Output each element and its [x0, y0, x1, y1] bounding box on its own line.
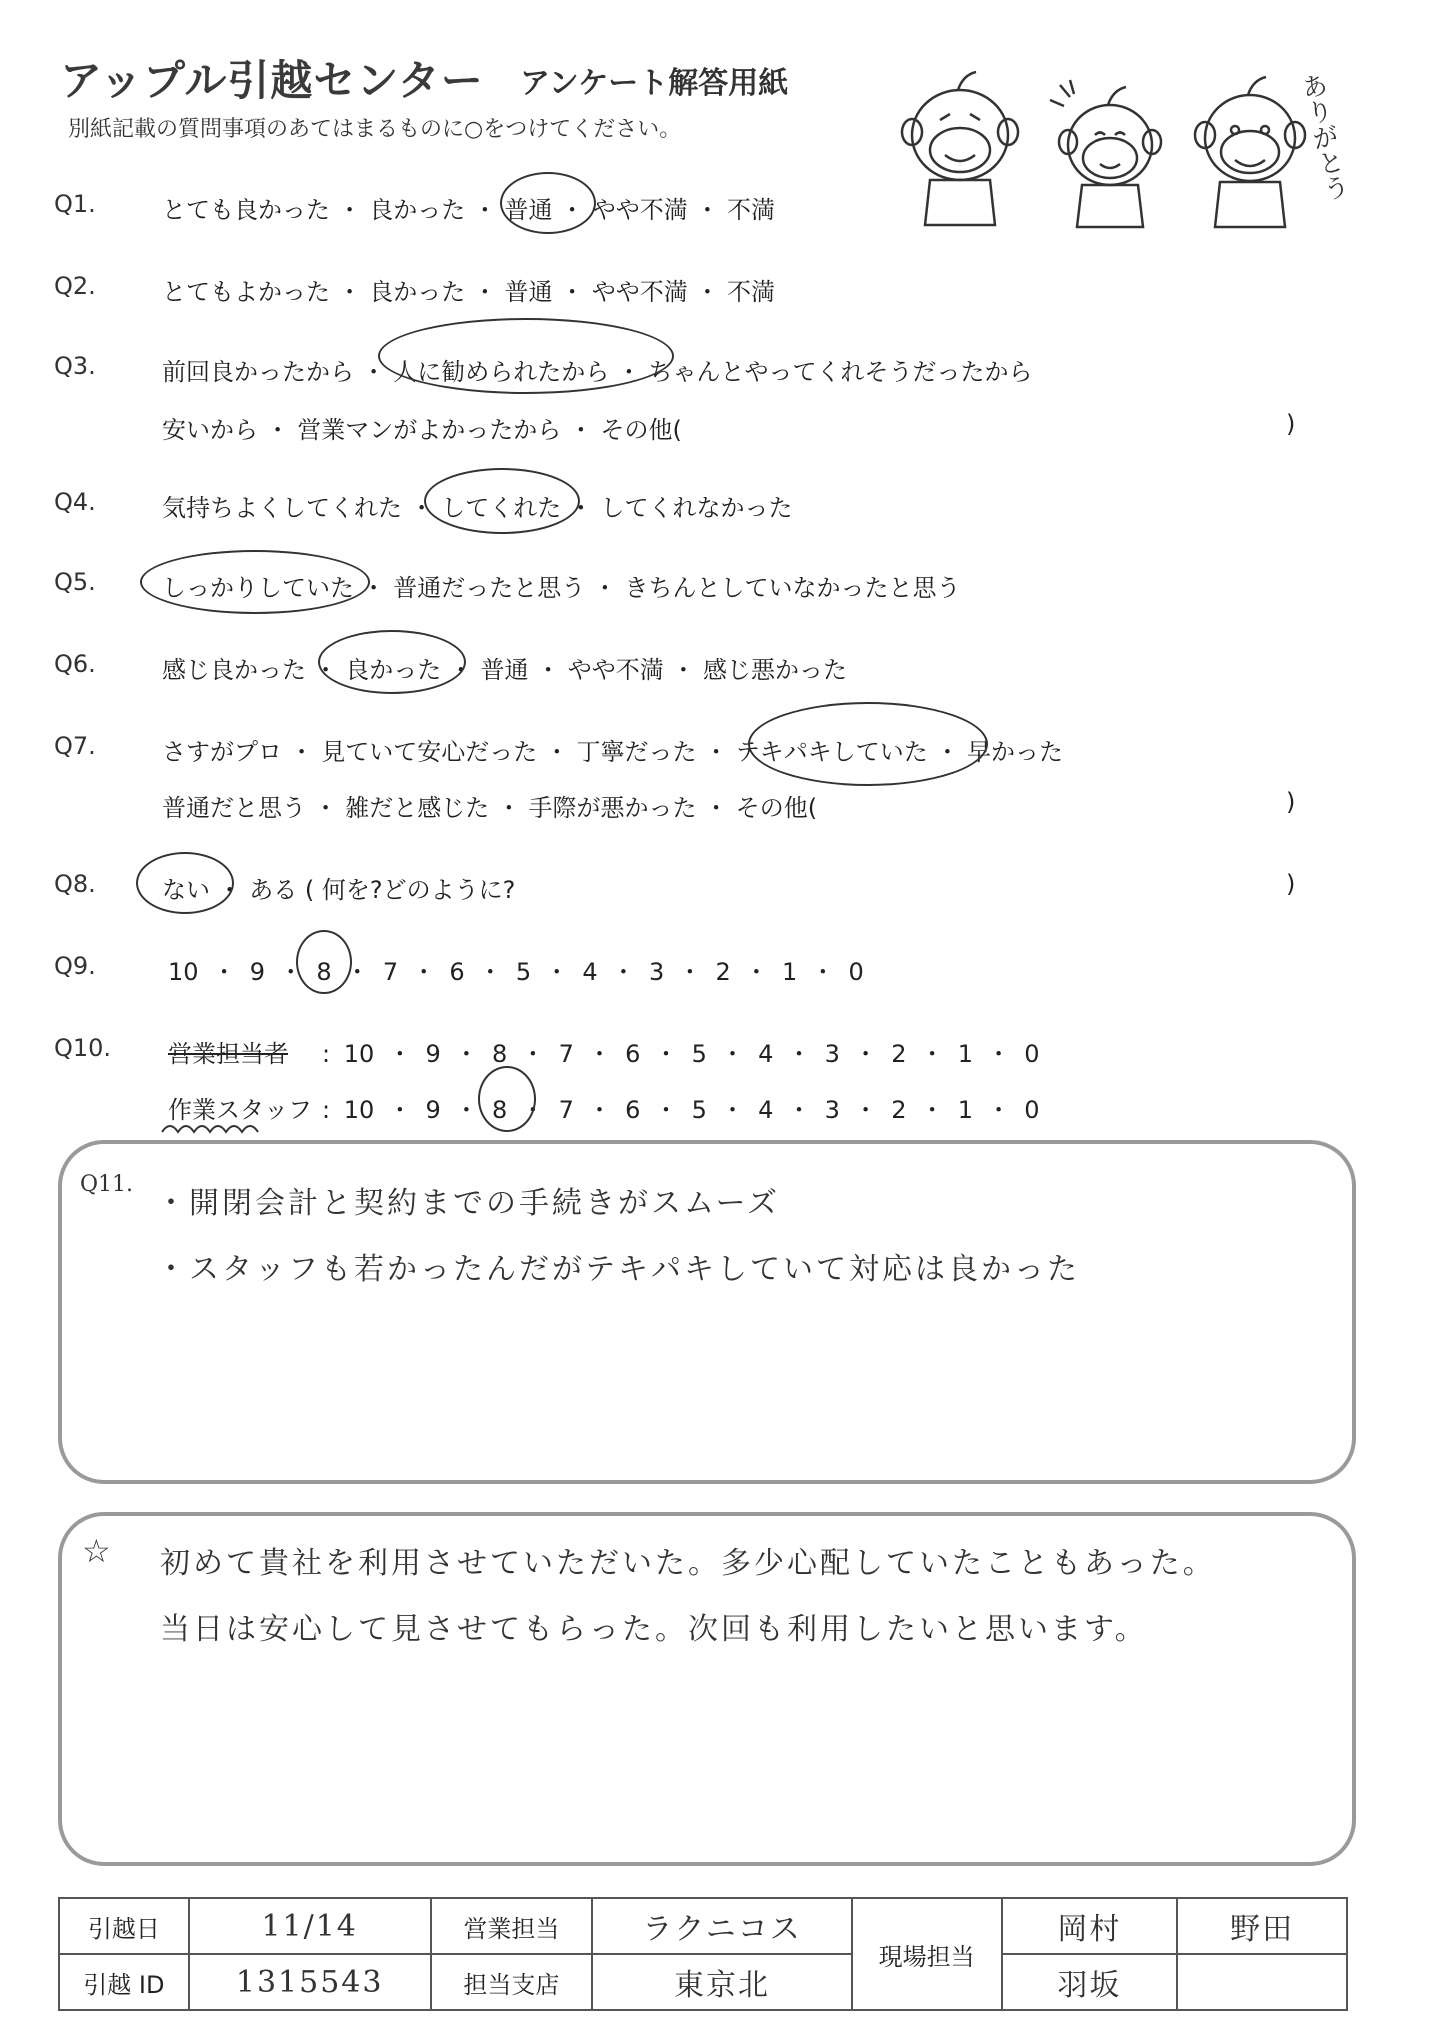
sales-rep-value: ラクニコス	[592, 1898, 852, 1954]
q10-staff-underline-mark	[160, 1118, 320, 1138]
q3-label: Q3.	[54, 352, 96, 380]
q3-close-paren: )	[1286, 410, 1296, 438]
q10-sales-label: 営業担当者	[168, 1040, 288, 1068]
comment-line1: 初めて貴社を利用させていただいた。多少心配していたこともあった。	[160, 1546, 1216, 1581]
q5-options: しっかりしていた ・ 普通だったと思う ・ きちんとしていなかったと思う	[162, 574, 961, 602]
q10-staff-label: 作業スタッフ	[168, 1096, 312, 1124]
move-id-label: 引越 ID	[59, 1954, 189, 2010]
sales-rep-label: 営業担当	[431, 1898, 593, 1954]
q11-answer-line2: ・スタッフも若かったんだがテキパキしていて対応は良かった	[156, 1252, 1080, 1287]
move-id-value: 1315543	[189, 1954, 431, 2010]
mascot-illustration	[890, 60, 1340, 235]
move-date-value: 11/14	[189, 1898, 431, 1954]
q8-selection-circle	[136, 852, 234, 914]
q1-label: Q1.	[54, 190, 96, 218]
q10-label: Q10.	[54, 1034, 112, 1062]
q2-options: とてもよかった ・ 良かった ・ 普通 ・ やや不満 ・ 不満	[162, 278, 776, 306]
q7-close-paren: )	[1286, 788, 1296, 816]
company-title: アップル引越センター	[60, 56, 484, 105]
q10-staff-selection-circle	[478, 1066, 536, 1132]
q7-selection-circle	[748, 702, 988, 786]
move-info-table	[58, 1897, 1348, 2011]
q11-label: Q11.	[80, 1172, 134, 1197]
site-staff-3: 羽坂	[1002, 1954, 1178, 2010]
q10-sales-scale: : 10 ・ 9 ・ 8 ・ 7 ・ 6 ・ 5 ・ 4 ・ 3 ・ 2 ・ 1 ・ 0	[322, 1040, 1040, 1068]
mascot-thanks-text: ありがとう	[1294, 70, 1352, 204]
q6-options: 感じ良かった ・ 良かった ・ 普通 ・ やや不満 ・ 感じ悪かった	[162, 656, 848, 684]
q7-options-line1: さすがプロ ・ 見ていて安心だった ・ 丁寧だった ・ テキパキしていた ・ 早かった	[162, 738, 1064, 766]
move-date-label: 引越日	[59, 1898, 189, 1954]
q6-label: Q6.	[54, 650, 96, 678]
form-subtitle: アンケート解答用紙	[520, 66, 789, 101]
instruction-text: 別紙記載の質問事項のあてはまるものに○をつけてください。	[68, 117, 682, 142]
site-staff-label: 現場担当	[852, 1898, 1002, 2010]
q4-label: Q4.	[54, 488, 96, 516]
comment-line2: 当日は安心して見させてもらった。次回も利用したいと思います。	[160, 1612, 1148, 1647]
branch-label: 担当支店	[431, 1954, 593, 2010]
q11-answer-line1: ・開閉会計と契約までの手続きがスムーズ	[156, 1186, 780, 1221]
q4-selection-circle	[424, 468, 580, 534]
q1-selection-circle	[500, 172, 596, 234]
q7-options-line2: 普通だと思う ・ 雑だと感じた ・ 手際が悪かった ・ その他(	[162, 794, 818, 822]
q5-selection-circle	[140, 550, 370, 614]
q8-label: Q8.	[54, 870, 96, 898]
q9-label: Q9.	[54, 952, 96, 980]
q3-options-line2: 安いから ・ 営業マンがよかったから ・ その他(	[162, 416, 682, 444]
q3-selection-circle	[378, 318, 674, 394]
q5-label: Q5.	[54, 568, 96, 596]
star-mark: ☆	[82, 1532, 111, 1570]
q8-close-paren: )	[1286, 870, 1296, 898]
site-staff-2: 野田	[1177, 1898, 1347, 1954]
q4-options: 気持ちよくしてくれた ・ してくれた ・ してくれなかった	[162, 494, 793, 522]
q9-scale: 10 ・ 9 ・ 8 ・ 7 ・ 6 ・ 5 ・ 4 ・ 3 ・ 2 ・ 1 ・ 0	[168, 958, 864, 986]
branch-value: 東京北	[592, 1954, 852, 2010]
q7-label: Q7.	[54, 732, 96, 760]
q1-options: とても良かった ・ 良かった ・ 普通 ・ やや不満 ・ 不満	[162, 196, 776, 224]
q8-options: ない ・ ある ( 何を?どのように?	[162, 876, 516, 904]
site-staff-empty	[1177, 1954, 1347, 2010]
q6-selection-circle	[318, 630, 466, 694]
site-staff-1: 岡村	[1002, 1898, 1178, 1954]
q3-options-line1: 前回良かったから ・ 人に勧められたから ・ ちゃんとやってくれそうだったから	[162, 358, 1033, 386]
q9-selection-circle	[296, 930, 352, 994]
q10-staff-scale: : 10 ・ 9 ・ 8 ・ 7 ・ 6 ・ 5 ・ 4 ・ 3 ・ 2 ・ 1 ・ 0	[322, 1096, 1040, 1124]
q2-label: Q2.	[54, 272, 96, 300]
